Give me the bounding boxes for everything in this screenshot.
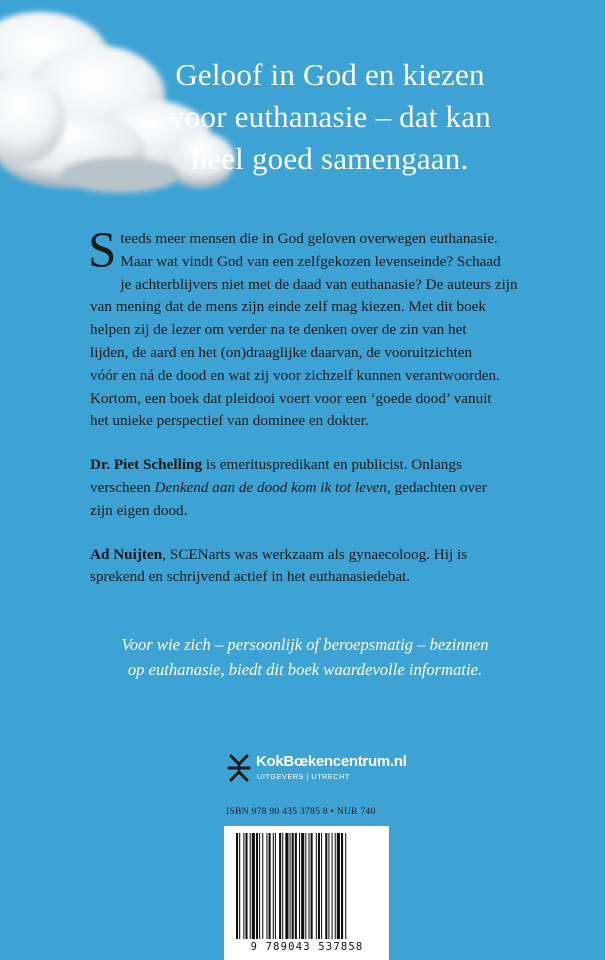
barcode-bar [337,833,340,939]
intro-line: je achterblijvers niet met de daad van euthanasie? De auteurs zijn [120,275,518,293]
barcode-digits: 9 789043 537858 [250,941,364,953]
barcode-bar [279,833,281,939]
barcode-bar [259,833,260,939]
intro-line: het unieke perspectief van dominee en dokter. [90,412,369,430]
intro-paragraph [88,223,520,433]
intro-line: lijden, de aard en het (on)draaglijke daarvan, de vooruitzichten [90,343,473,361]
drop-cap: S [88,223,117,279]
isbn-nur-line: ISBN 978 90 435 3785 8 • NUR 740 [226,807,376,817]
headline [130,54,530,180]
barcode-bar [256,833,258,939]
bio-line [90,544,520,567]
headline-line: heel goed samengaan. [191,141,469,176]
barcode-bar [236,833,238,939]
barcode-bar [321,833,322,939]
barcode-bar [292,833,294,939]
barcode-bar [301,833,304,939]
intro-line: van mening dat de mens zijn einde zelf mag kiezen. Met dit boek [90,298,487,316]
publisher-name: KokBœkencentrum.nl [256,753,407,770]
barcode-bar [318,833,320,939]
barcode-bar [328,833,329,939]
barcode-bar [316,833,317,939]
barcode [224,826,389,960]
publisher-subtitle: UITGEVERS | UTRECHT [257,772,350,781]
bio-text: , SCENarts was werkzaam als gynaecoloog. Hij is [162,545,468,563]
barcode-bar [252,833,255,939]
bio-line [90,477,520,500]
bio-line: sprekend en schrijvend actief in het euthanasiedebat. [90,568,411,586]
barcode-bar [325,833,327,939]
tagline [90,632,520,682]
barcode-bar [239,833,240,939]
book-title: Denkend aan de dood kom ik tot leven [154,478,387,496]
barcode-bar [266,833,267,939]
intro-line: teeds meer mensen die in God geloven overwegen euthanasie. [120,230,498,247]
barcode-bar [250,833,251,939]
barcode-bar [311,833,313,939]
barcode-bar [273,833,274,939]
intro-line: Kortom, een boek dat pleidooi voert voor een ‘goede dood’ vanuit [90,389,492,407]
author-name: Dr. Piet Schelling [90,456,203,474]
headline-line: voor euthanasie – dat kan [169,99,491,134]
barcode-bar [332,833,333,939]
bio-text: verscheen [90,478,155,496]
barcode-bar [345,833,346,939]
headline-line: Geloof in God en kiezen [175,57,485,92]
barcode-bar [275,833,276,939]
bio-text: is emerituspredikant en publicist. Onlangs [202,456,462,474]
intro-line: helpen zij de lezer om verder na te denken over de zin van het [90,321,467,339]
barcode-bar [245,833,247,939]
barcode-bar [285,833,288,939]
barcode-bar [262,833,263,939]
publisher-block [226,752,426,788]
tagline-line: Voor wie zich – persoonlijk of beroepsmatig – bezinnen [121,635,489,654]
barcode-bar [341,833,343,939]
bio-line [90,454,520,477]
barcode-bar [269,833,271,939]
author-bio-nuijten [90,544,520,590]
barcode-bar [295,833,297,939]
blurb-text [88,223,520,610]
intro-line: Maar wat vindt God van een zelfgekozen levenseinde? Schaad [120,252,501,270]
barcode-bar [282,833,283,939]
barcode-bar [290,833,291,939]
author-name: Ad Nuijten [90,545,163,563]
intro-line: vóór en ná de dood en wat zij voor zichzelf kunnen verantwoorden. [90,366,500,384]
author-bio-schelling [90,454,520,522]
barcode-bar [335,833,336,939]
kokboekencentrum-logo-icon [226,752,252,784]
barcode-bar [299,833,300,939]
bio-line: zijn eigen dood. [90,501,188,519]
barcode-bars [236,833,378,941]
barcode-bar [308,833,309,939]
tagline-line: op euthanasie, biedt dit boek waardevolle informatie. [127,660,483,679]
barcode-bar [305,833,306,939]
barcode-bar [243,833,244,939]
bio-text: , gedachten over [386,478,487,496]
